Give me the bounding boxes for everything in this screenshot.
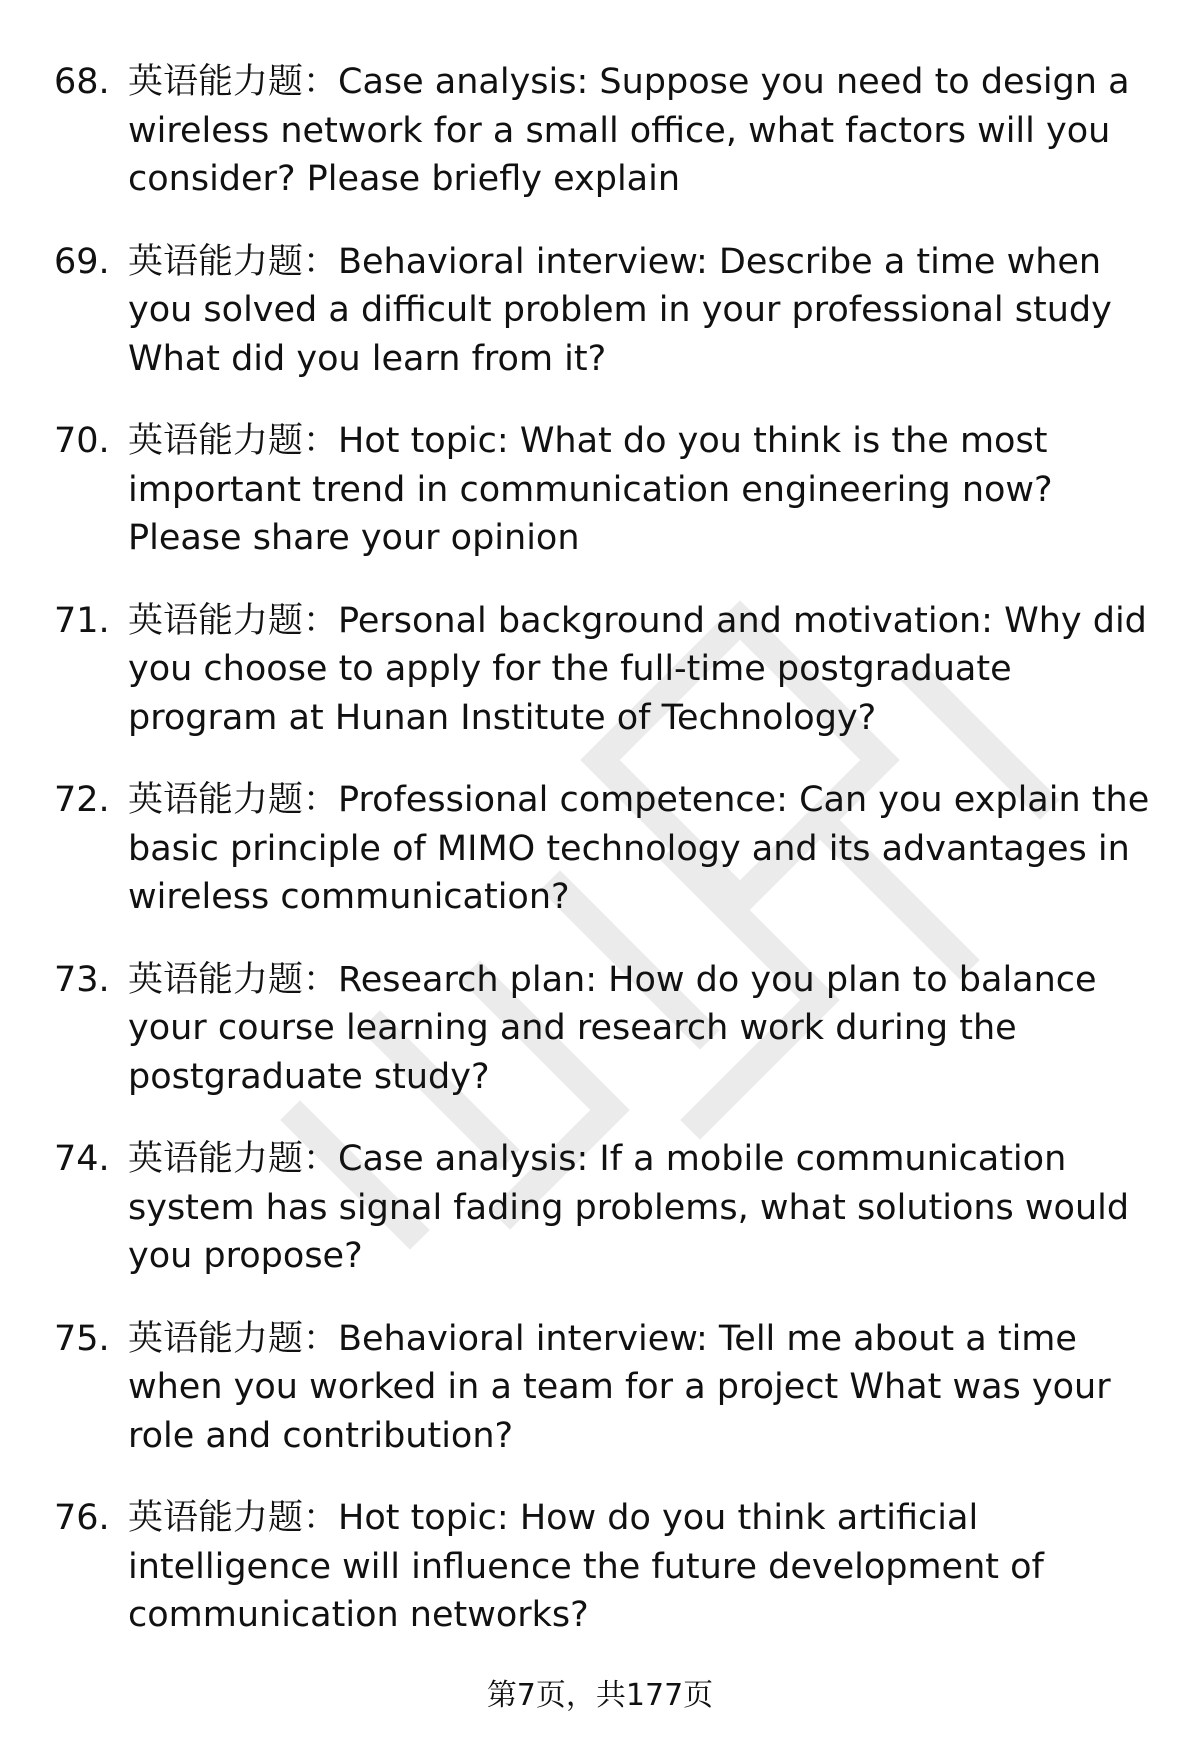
question-text: 英语能力题：Behavioral interview: Tell me about a time when you worked in a team for a project What was your role and contribution? [128,1318,1111,1456]
question-number: 71. [54,600,110,641]
question-number: 68. [54,62,110,102]
list-item [54,1315,1154,1461]
question-number: 75. [54,1318,110,1359]
list-item [54,597,1154,743]
list-item [54,58,1154,204]
question-text: 英语能力题：Behavioral interview: Describe a time when you solved a difficult problem in your professional study What did you learn from it? [128,241,1112,379]
list-item [54,417,1154,563]
list-item [54,776,1154,922]
question-text: 英语能力题：Personal background and motivation: Why did you choose to apply for the full-time postgraduate program at Hunan Institute of Technology? [128,600,1147,738]
question-text: 英语能力题：Research plan: How do you plan to balance your course learning and research work during the postgraduate study? [128,959,1097,1097]
question-text: 英语能力题：Hot topic: How do you think artificial intelligence will influence the future development of communication networks? [128,1498,1044,1635]
question-number: 73. [54,959,110,1000]
question-number: 72. [54,780,110,820]
question-number: 74. [54,1139,110,1179]
list-item [54,1494,1154,1640]
question-text: 英语能力题：Professional competence: Can you explain the basic principle of MIMO technology and its advantages in wireless communication? [128,780,1150,917]
question-number: 69. [54,241,110,282]
list-item [54,956,1154,1102]
question-number: 76. [54,1498,110,1538]
question-text: 英语能力题：Hot topic: What do you think is the most important trend in communication engineering now? Please share your opinion [128,421,1053,558]
question-number: 70. [54,421,110,461]
question-text: 英语能力题：Case analysis: If a mobile communication system has signal fading problems, what solutions would you propose? [128,1139,1130,1276]
page-number-footer: 第7页，共177页 [486,1678,714,1713]
list-item [54,238,1154,384]
list-item [54,1135,1154,1281]
question-text: 英语能力题：Case analysis: Suppose you need to design a wireless network for a small office, what factors will you consider? Please briefly explain [128,62,1130,199]
question-list [54,58,1154,1674]
